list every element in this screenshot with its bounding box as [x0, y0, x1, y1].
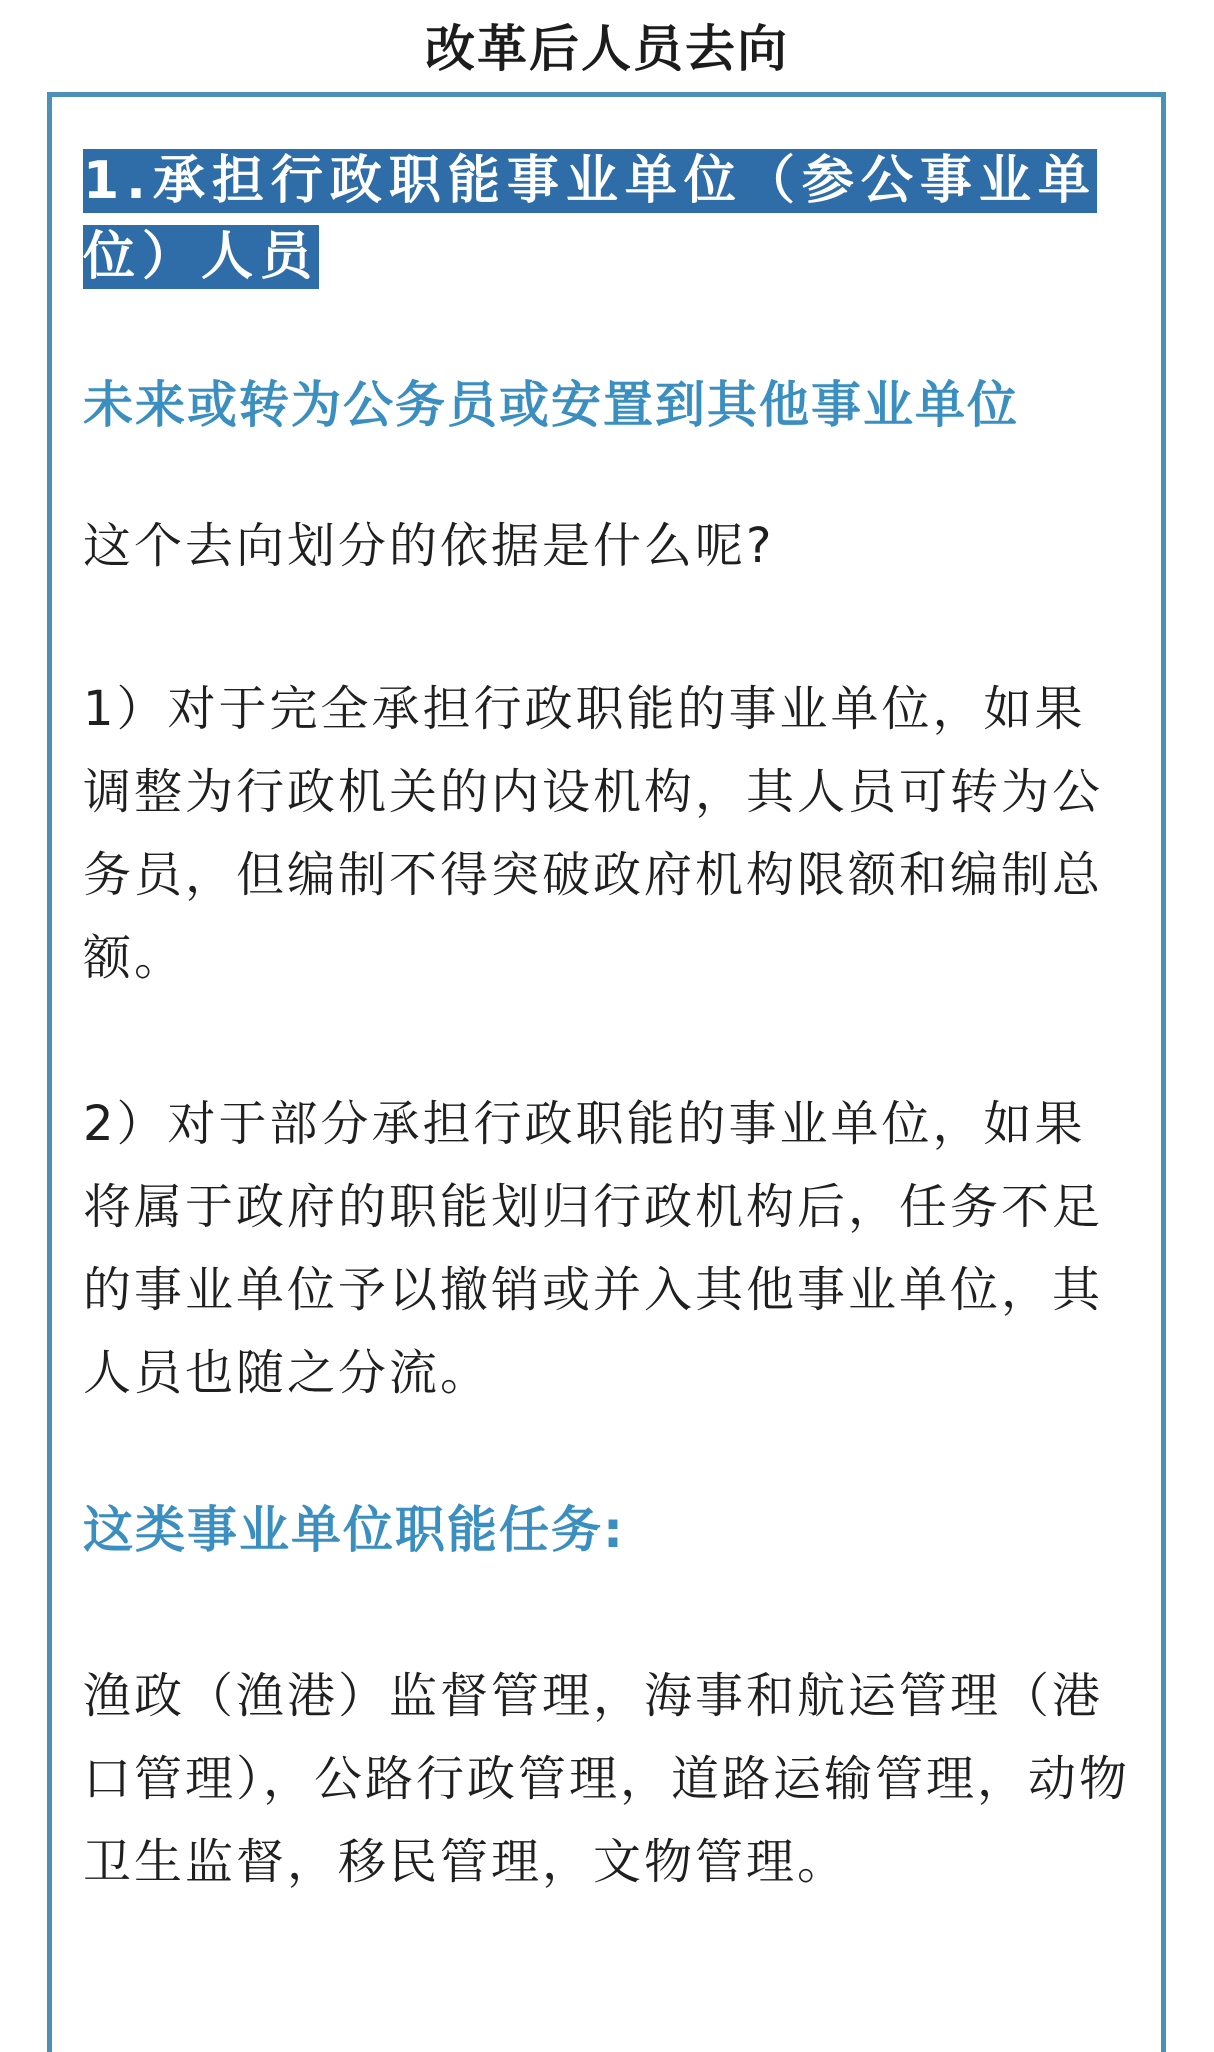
question-text: 这个去向划分的依据是什么呢?: [83, 518, 775, 574]
section-heading-text: 1.承担行政职能事业单位（参公事业单位）人员: [83, 151, 1097, 287]
tasks-paragraph: 渔政（渔港）监督管理，海事和航运管理（港口管理），公路行政管理，道路运输管理，动物卫生监督，移民管理，文物管理。: [83, 1668, 1131, 1890]
page-title: 改革后人员去向: [425, 20, 789, 78]
section-subheading: 未来或转为公务员或安置到其他事业单位: [83, 376, 1019, 434]
paragraph-point-2: 2）对于部分承担行政职能的事业单位，如果将属于政府的职能划归行政机构后，任务不足的事业单位予以撤销或并入其他事业单位，其人员也随之分流。: [83, 1096, 1104, 1401]
paragraph-point-1: 1）对于完全承担行政职能的事业单位，如果调整为行政机关的内设机构，其人员可转为公务员，但编制不得突破政府机构限额和编制总额。: [83, 681, 1104, 986]
section-heading: [83, 143, 1133, 295]
tasks-heading: 这类事业单位职能任务:: [83, 1501, 625, 1559]
